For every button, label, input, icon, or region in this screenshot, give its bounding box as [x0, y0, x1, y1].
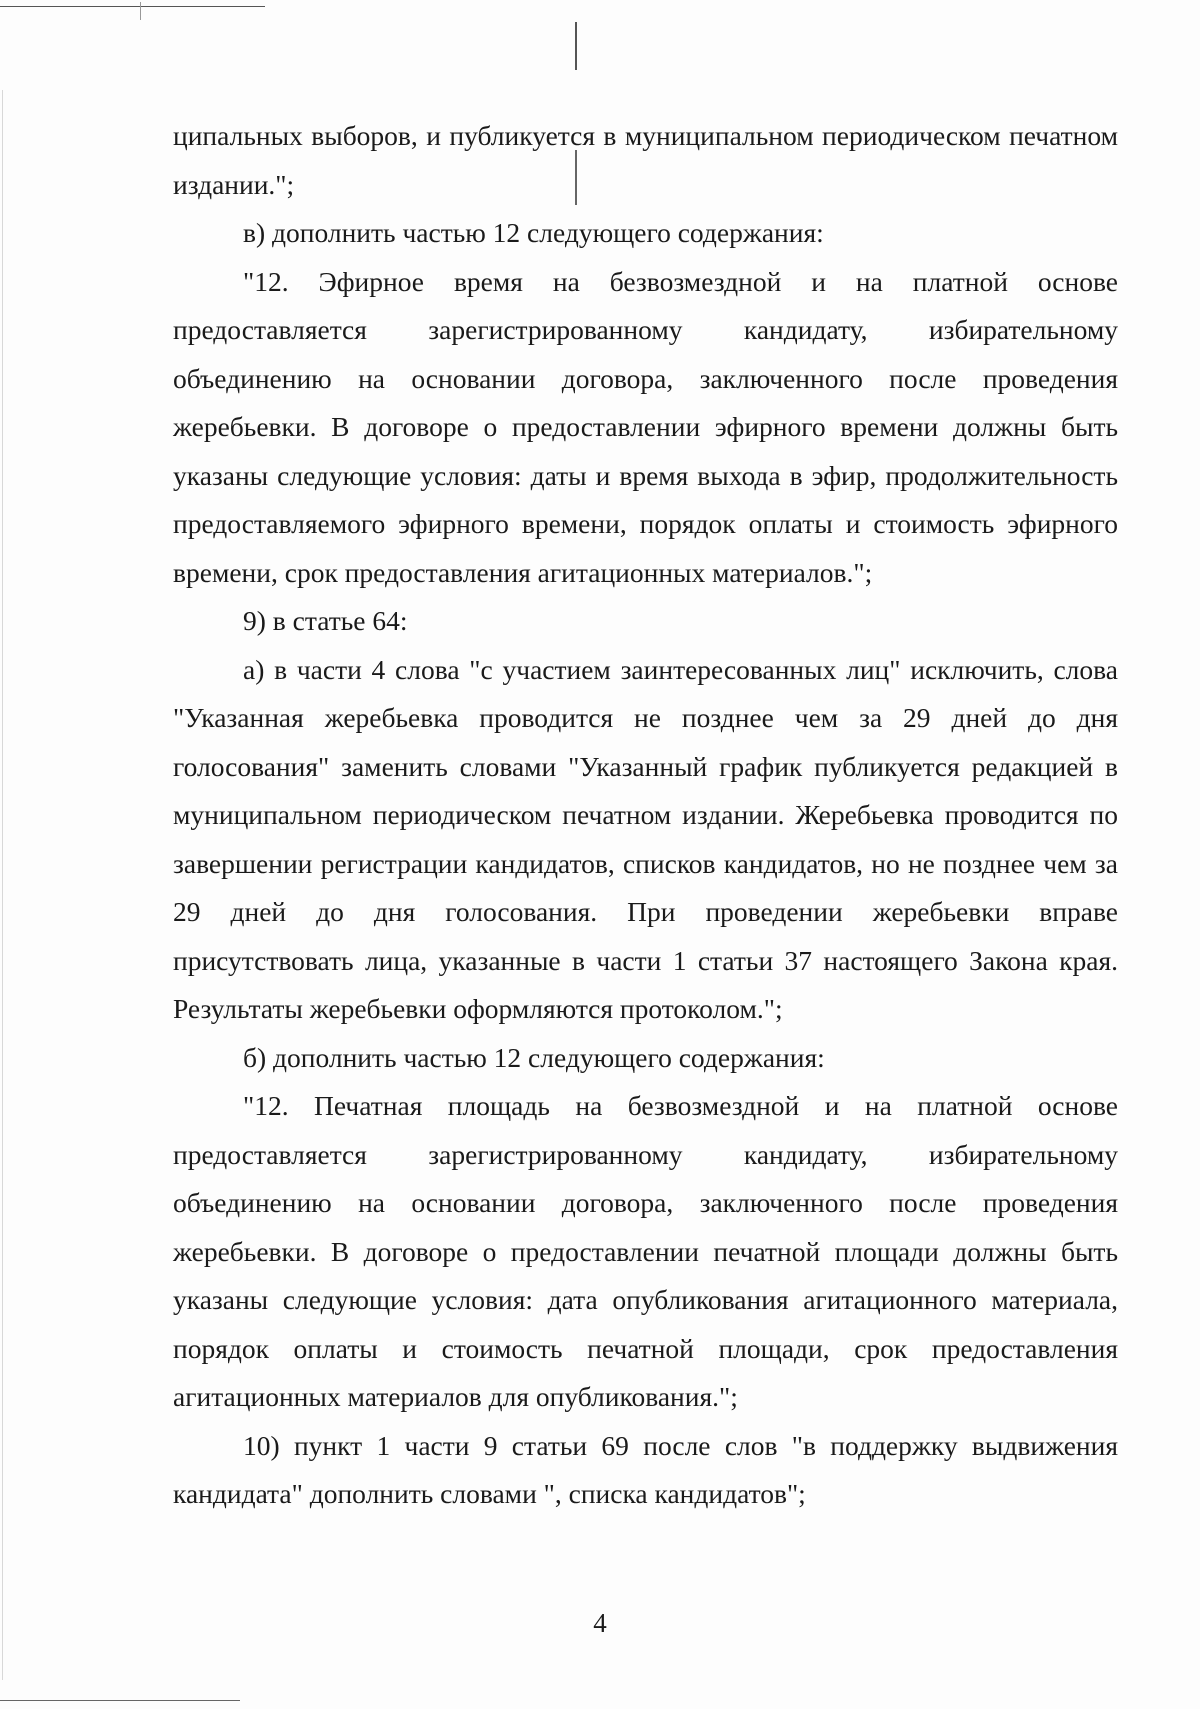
- paragraph-article-69: 10) пункт 1 части 9 статьи 69 после слов "в поддержку выдвижения кандидата" дополнить словами ", списка кандидатов";: [173, 1429, 1118, 1509]
- paragraph-part-12-print-space: "12. Печатная площадь на безвозмездной и на платной основе предоставляется зарегистрированному кандидату, избирательному объединению на основании договора, заключенного после проведения жеребьевки. В договоре о предоставлении печатной площади должны быть указаны следующие условия: дата опубликования агитационного материала, порядок оплаты и стоимость печатной площади, срок предоставления агитационных материалов для опубликования.";: [173, 1090, 1118, 1412]
- paragraph-item-b: б) дополнить частью 12 следующего содержания:: [243, 1041, 825, 1073]
- paragraph-item-a: а) в части 4 слова "с участием заинтересованных лиц" исключить, слова "Указанная жеребьевка проводится не позднее чем за 29 дней до дня голосования" заменить словами "Указанный график публикуется редакцией в муниципальном периодическом печатном издании. Жеребьевка проводится по завершении регистрации кандидатов, списков кандидатов, но не позднее чем за 29 дней до дня голосования. При проведении жеребьевки вправе присутствовать лица, указанные в части 1 статьи 37 настоящего Закона края. Результаты жеребьевки оформляются протоколом.";: [173, 653, 1118, 1024]
- scan-artifact-line: [140, 2, 141, 20]
- scan-artifact-mark: [575, 22, 577, 70]
- page-number: 4: [593, 1608, 607, 1638]
- scan-artifact-line: [0, 6, 265, 7]
- document-body: [173, 112, 1118, 1519]
- paragraph-part-12-airtime: "12. Эфирное время на безвозмездной и на платной основе предоставляется зарегистрированному кандидату, избирательному объединению на основании договора, заключенного после проведения жеребьевки. В договоре о предоставлении эфирного времени должны быть указаны следующие условия: даты и время выхода в эфир, продолжительность предоставляемого эфирного времени, порядок оплаты и стоимость эфирного времени, срок предоставления агитационных материалов.";: [173, 265, 1118, 588]
- scan-artifact-line: [2, 90, 3, 1680]
- paragraph-article-64: 9) в статье 64:: [243, 605, 408, 636]
- paragraph-continuation: ципальных выборов, и публикуется в муниципальном периодическом печатном издании.";: [173, 120, 1118, 200]
- scan-artifact-line: [0, 1700, 240, 1701]
- paragraph-item-v: в) дополнить частью 12 следующего содержания:: [243, 217, 824, 248]
